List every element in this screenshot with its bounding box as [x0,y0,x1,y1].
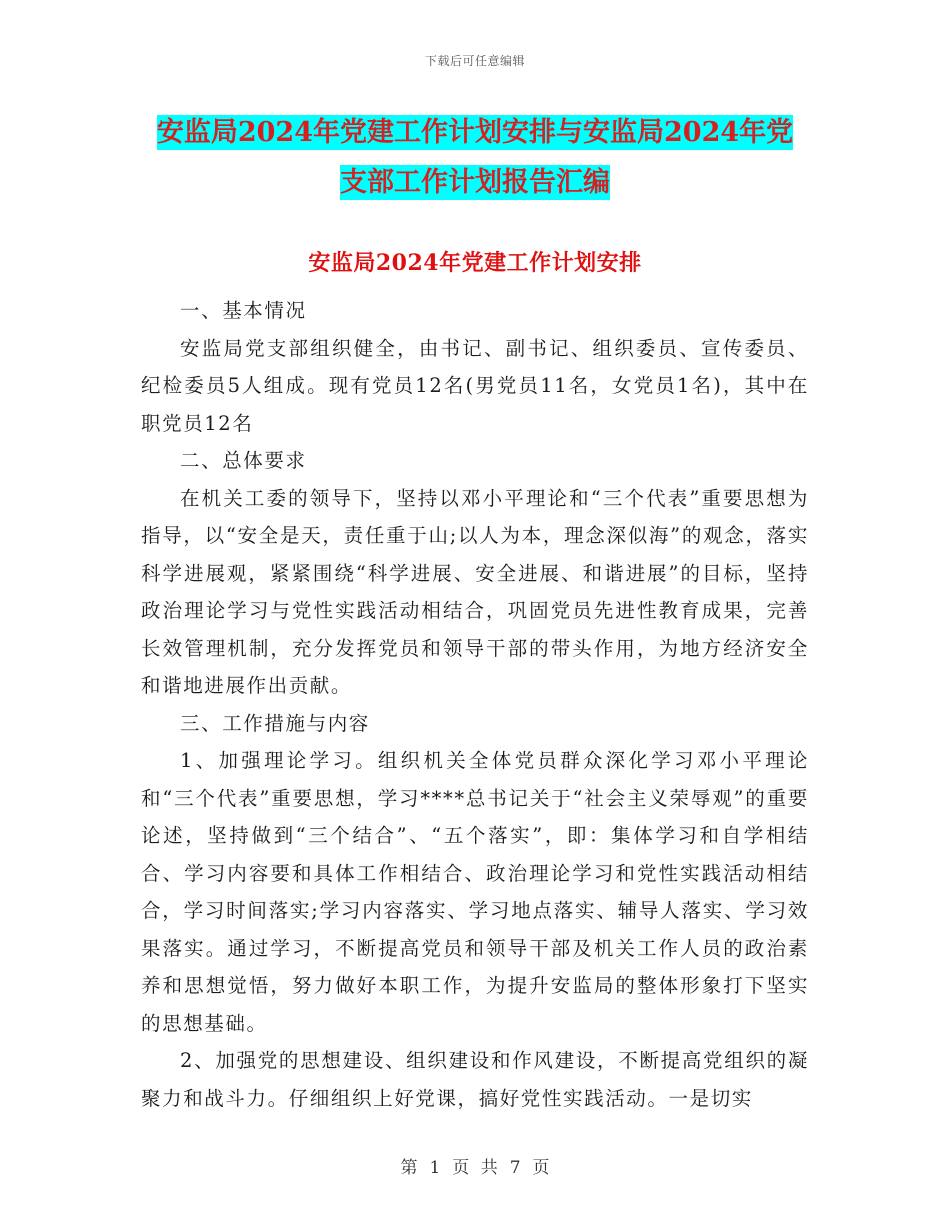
paragraph-overall-requirements: 在机关工委的领导下，坚持以邓小平理论和“三个代表”重要思想为指导，以“安全是天，责任重于山;以人为本，理念深似海”的观念，落实科学进展观，紧紧围绕“科学进展、安全进展、和谐进展”的目标，坚持政治理论学习与党性实践活动相结合，巩固党员先进性教育成果，完善长效管理机制，充分发挥党员和领导干部的带头作用，为地方经济安全和谐地进展作出贡献。 [141,486,809,697]
footer-suffix: 页 [532,1158,550,1178]
document-body [141,292,809,1117]
footer-current-page: 1 [429,1158,441,1178]
paragraph-basic-situation: 安监局党支部组织健全，由书记、副书记、组织委员、宣传委员、纪检委员5人组成。现有党员12名(男党员11名，女党员1名)，其中在职党员12名 [141,336,809,435]
paragraph-party-building: 2、加强党的思想建设、组织建设和作风建设，不断提高党组织的凝聚力和战斗力。仔细组织上好党课，搞好党性实践活动。一是切实 [141,1049,809,1110]
footer-total-pages: 7 [509,1158,521,1178]
heading-measures-content: 三、工作措施与内容 [180,711,370,735]
page-footer [0,1153,950,1178]
document-title-line-1: 安监局2024年党建工作计划安排与安监局2024年党 [156,117,794,148]
heading-overall-requirements: 二、总体要求 [180,449,307,472]
paragraph-theory-study: 1、加强理论学习。组织机关全体党员群众深化学习邓小平理论和“三个代表”重要思想，学习****总书记关于“社会主义荣辱观”的重要论述，坚持做到“三个结合”、“五个落实”，即：集体学习和自学相结合、学习内容要和具体工作相结合、政治理论学习和党性实践活动相结合，学习时间落实;学习内容落实、学习地点落实、辅导人落实、学习效果落实。通过学习，不断提高党员和领导干部及机关工作人员的政治素养和思想觉悟，努力做好本职工作，为提升安监局的整体形象打下坚实的思想基础。 [141,749,809,1035]
heading-basic-situation: 一、基本情况 [180,299,307,322]
page-header-note: 下载后可任意编辑 [424,54,525,68]
section-title: 安监局2024年党建工作计划安排 [308,250,642,276]
footer-prefix: 第 [400,1158,418,1178]
document-title [140,108,810,208]
document-title-line-2: 支部工作计划报告汇编 [340,167,610,198]
footer-middle: 页 共 [452,1158,498,1178]
